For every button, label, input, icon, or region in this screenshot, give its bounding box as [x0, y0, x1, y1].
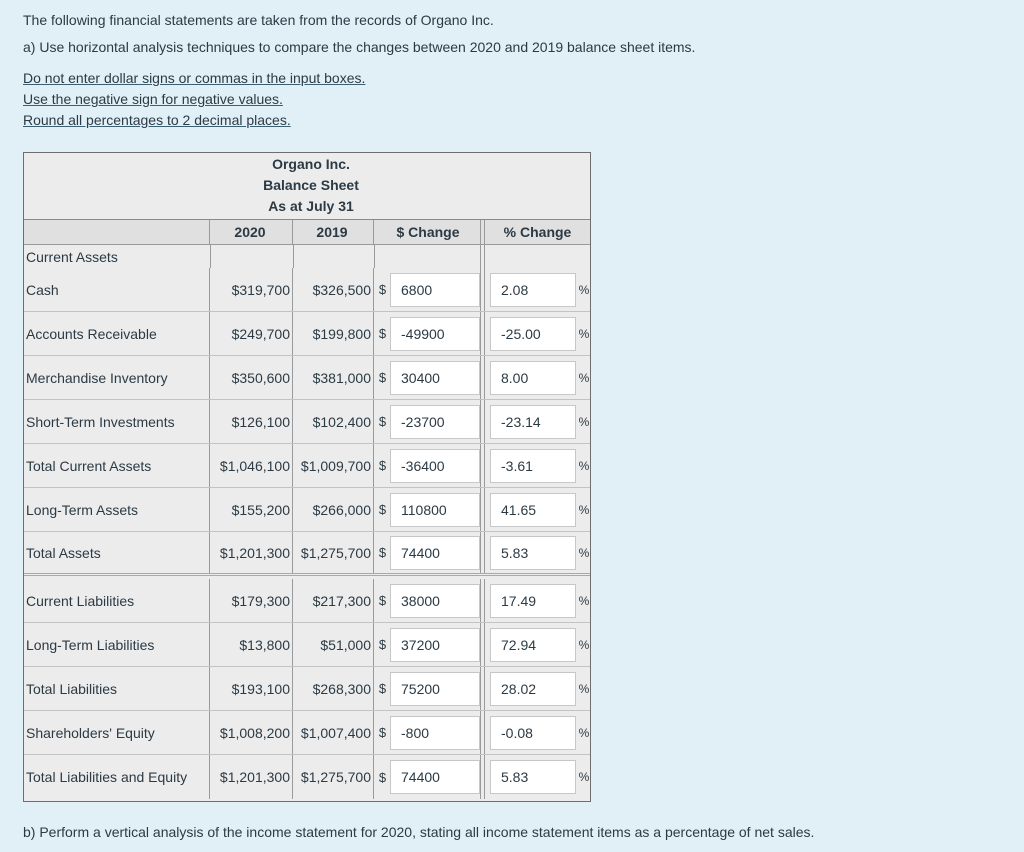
- blank-header: [24, 220, 210, 244]
- value-2020: $1,046,100: [210, 444, 293, 487]
- table-row: [24, 444, 590, 488]
- value-2020: $13,800: [210, 623, 293, 666]
- table-row: [24, 623, 590, 667]
- dollar-change-input[interactable]: 38000: [390, 584, 480, 618]
- row-label: Total Liabilities: [24, 667, 210, 710]
- percent-change-input[interactable]: -3.61: [490, 449, 576, 483]
- percent-change-input[interactable]: 41.65: [490, 493, 576, 527]
- col-2020: 2020: [210, 220, 293, 244]
- dollar-sign: $: [378, 769, 387, 785]
- note-item: Do not enter dollar signs or commas in the input boxes.: [23, 70, 366, 86]
- dollar-change-cell: [390, 667, 480, 710]
- instructions: [23, 10, 695, 57]
- row-label: Total Liabilities and Equity: [24, 755, 210, 799]
- table-row: [24, 711, 590, 755]
- percent-change-input[interactable]: 72.94: [490, 628, 576, 662]
- percent-change-cell: [490, 623, 576, 666]
- dollar-change-input[interactable]: 74400: [390, 536, 480, 570]
- col-2019: 2019: [293, 220, 374, 244]
- row-label: Shareholders' Equity: [24, 711, 210, 754]
- percent-sign: %: [578, 637, 590, 652]
- dollar-sign: $: [378, 458, 387, 473]
- row-label: Merchandise Inventory: [24, 356, 210, 399]
- input-notes: [23, 68, 365, 131]
- dollar-change-cell: [390, 755, 480, 799]
- percent-sign: %: [578, 725, 590, 740]
- table-row: [24, 400, 590, 444]
- dollar-change-input[interactable]: 37200: [390, 628, 480, 662]
- section-label: Current Assets: [26, 248, 118, 265]
- percent-change-cell: [490, 488, 576, 531]
- value-2020: $350,600: [210, 356, 293, 399]
- col-dollar-change: $ Change: [396, 224, 460, 240]
- dollar-change-cell: [390, 488, 480, 531]
- percent-change-input[interactable]: 28.02: [490, 672, 576, 706]
- table-row: [24, 755, 590, 799]
- dollar-sign: $: [378, 545, 387, 560]
- dollar-change-input[interactable]: 74400: [390, 760, 480, 794]
- percent-change-input[interactable]: 2.08: [490, 273, 576, 307]
- percent-change-input[interactable]: 5.83: [490, 760, 576, 794]
- row-label: Total Current Assets: [24, 444, 210, 487]
- dollar-change-cell: [390, 579, 480, 622]
- value-2019: $268,300: [293, 667, 374, 710]
- dollar-change-input[interactable]: 110800: [390, 493, 480, 527]
- percent-change-cell: [490, 579, 576, 622]
- value-2019: $51,000: [293, 623, 374, 666]
- value-2019: $199,800: [293, 312, 374, 355]
- note-item: Use the negative sign for negative values.: [23, 91, 283, 107]
- dollar-sign: $: [378, 725, 387, 740]
- value-2020: $155,200: [210, 488, 293, 531]
- percent-change-cell: [490, 532, 576, 573]
- percent-sign: %: [578, 593, 590, 608]
- company-name: Organo Inc.: [272, 156, 350, 172]
- dollar-change-cell: [390, 623, 480, 666]
- value-2020: $1,008,200: [210, 711, 293, 754]
- value-2020: $1,201,300: [210, 532, 293, 573]
- row-label: Current Liabilities: [24, 579, 210, 622]
- percent-change-input[interactable]: -0.08: [490, 716, 576, 750]
- percent-change-input[interactable]: -25.00: [490, 317, 576, 351]
- percent-sign: %: [578, 326, 590, 341]
- value-2019: $381,000: [293, 356, 374, 399]
- value-2019: $1,009,700: [293, 444, 374, 487]
- value-2020: $319,700: [210, 268, 293, 311]
- dollar-change-cell: [390, 532, 480, 573]
- note-item: Round all percentages to 2 decimal places.: [23, 112, 291, 128]
- statement-date: As at July 31: [268, 198, 354, 214]
- percent-change-cell: [490, 444, 576, 487]
- percent-change-input[interactable]: 17.49: [490, 584, 576, 618]
- dollar-sign: $: [378, 370, 387, 385]
- table-header: [24, 153, 590, 220]
- dollar-sign: $: [378, 282, 387, 297]
- percent-change-cell: [490, 755, 576, 799]
- value-2019: $102,400: [293, 400, 374, 443]
- table-row: [24, 268, 590, 312]
- dollar-change-cell: [390, 444, 480, 487]
- value-2020: $1,201,300: [210, 755, 293, 799]
- value-2020: $249,700: [210, 312, 293, 355]
- dollar-change-cell: [390, 312, 480, 355]
- value-2019: $1,007,400: [293, 711, 374, 754]
- table-row: [24, 312, 590, 356]
- value-2020: $126,100: [210, 400, 293, 443]
- value-2019: $1,275,700: [293, 755, 374, 799]
- dollar-sign: $: [378, 414, 387, 429]
- table-row: [24, 579, 590, 623]
- percent-change-cell: [490, 711, 576, 754]
- percent-change-input[interactable]: -23.14: [490, 405, 576, 439]
- question-b: b) Perform a vertical analysis of the income statement for 2020, stating all income statement items as a percentage of net sales.: [23, 824, 815, 840]
- percent-change-cell: [490, 312, 576, 355]
- dollar-sign: $: [378, 681, 387, 696]
- percent-sign: %: [578, 282, 590, 297]
- percent-change-cell: [490, 400, 576, 443]
- dollar-change-cell: [390, 356, 480, 399]
- col-percent-change: % Change: [503, 224, 572, 240]
- percent-change-input[interactable]: 5.83: [490, 536, 576, 570]
- row-label: Cash: [24, 268, 210, 311]
- percent-sign: %: [578, 414, 590, 429]
- percent-sign: %: [578, 370, 590, 385]
- dollar-change-input[interactable]: 6800: [390, 273, 480, 307]
- dollar-sign: $: [378, 502, 387, 517]
- dollar-change-cell: [390, 268, 480, 311]
- dollar-change-cell: [390, 400, 480, 443]
- dollar-change-input[interactable]: -36400: [390, 449, 480, 483]
- dollar-sign: $: [378, 637, 387, 652]
- table-row: [24, 667, 590, 711]
- table-row: [24, 532, 590, 576]
- value-2019: $1,275,700: [293, 532, 374, 573]
- dollar-change-input[interactable]: -23700: [390, 405, 480, 439]
- dollar-sign: $: [378, 326, 387, 341]
- value-2019: $266,000: [293, 488, 374, 531]
- row-label: Long-Term Assets: [24, 488, 210, 531]
- percent-sign: %: [578, 681, 590, 696]
- percent-sign: %: [578, 545, 590, 560]
- row-label: Total Assets: [24, 532, 210, 573]
- percent-sign: %: [578, 502, 590, 517]
- balance-sheet-table: [23, 152, 591, 802]
- question-a: a) Use horizontal analysis techniques to compare the changes between 2020 and 2019 balance sheet items.: [23, 39, 696, 55]
- percent-change-cell: [490, 356, 576, 399]
- row-label: Long-Term Liabilities: [24, 623, 210, 666]
- percent-sign: %: [578, 458, 590, 473]
- row-label: Short-Term Investments: [24, 400, 210, 443]
- intro-line: The following financial statements are taken from the records of Organo Inc.: [23, 12, 494, 28]
- value-2019: $326,500: [293, 268, 374, 311]
- percent-change-cell: [490, 268, 576, 311]
- percent-change-cell: [490, 667, 576, 710]
- row-label: Accounts Receivable: [24, 312, 210, 355]
- section-current-assets: [24, 245, 590, 268]
- statement-title: Balance Sheet: [263, 177, 359, 193]
- dollar-change-input[interactable]: -49900: [390, 317, 480, 351]
- percent-change-input[interactable]: 8.00: [490, 361, 576, 395]
- table-row: [24, 356, 590, 400]
- value-2020: $193,100: [210, 667, 293, 710]
- dollar-change-input[interactable]: 75200: [390, 672, 480, 706]
- percent-sign: %: [578, 770, 590, 784]
- dollar-change-input[interactable]: 30400: [390, 361, 480, 395]
- dollar-change-input[interactable]: -800: [390, 716, 480, 750]
- value-2019: $217,300: [293, 579, 374, 622]
- value-2020: $179,300: [210, 579, 293, 622]
- column-headers: [24, 220, 590, 245]
- table-row: [24, 488, 590, 532]
- dollar-change-cell: [390, 711, 480, 754]
- dollar-sign: $: [378, 593, 387, 608]
